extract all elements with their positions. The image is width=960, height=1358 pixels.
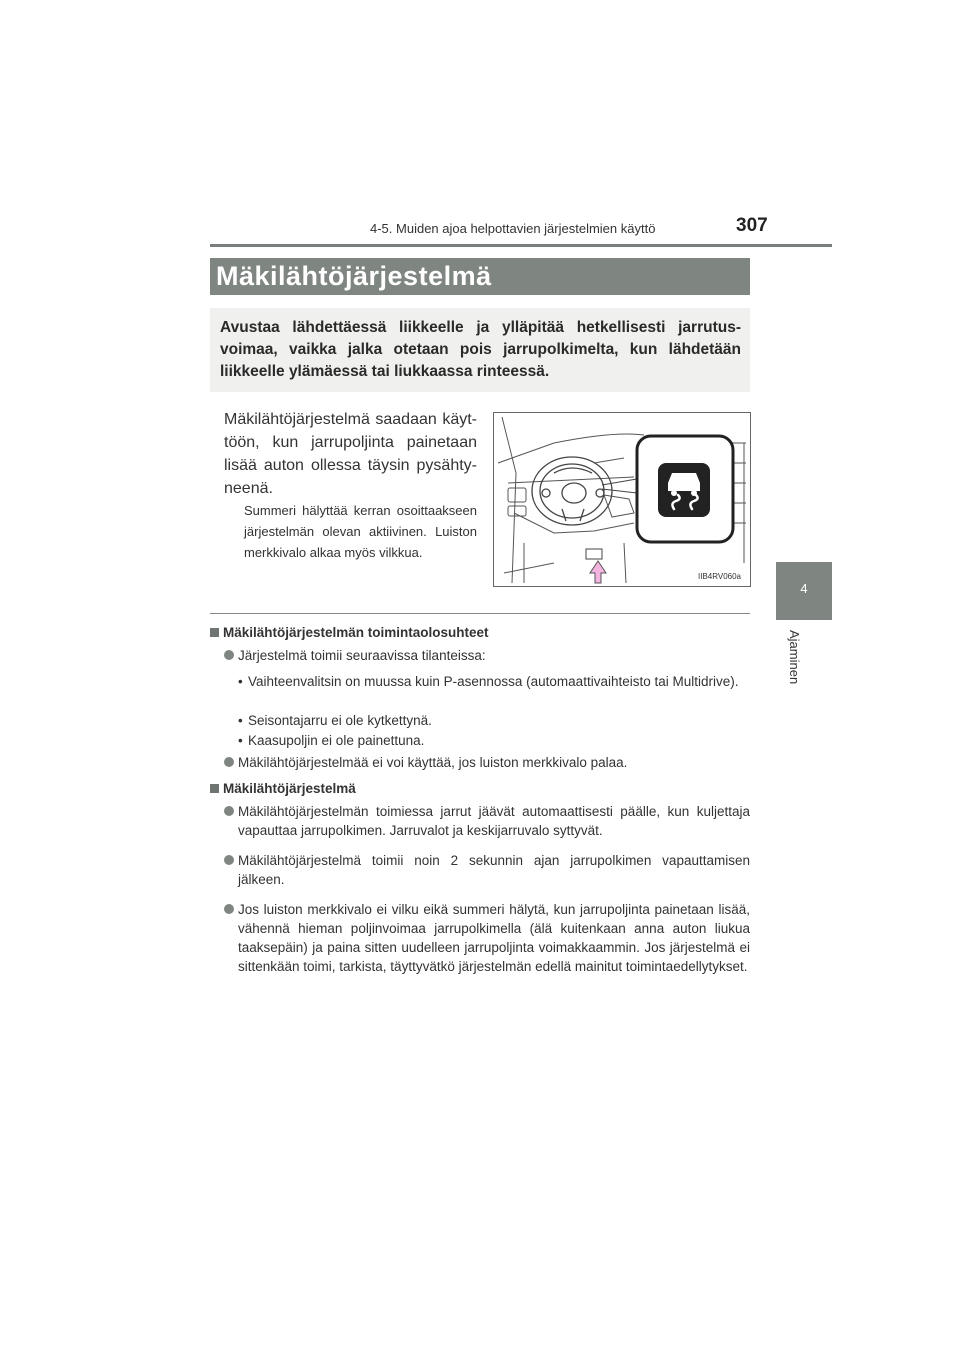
dashboard-illustration [493,412,751,587]
section-divider [210,613,750,614]
sub-list-item-text: Seisontajarru ei ole kytkettynä. [248,713,432,728]
system-heading [210,781,356,796]
list-item-text: Järjestelmä toimii seuraavissa tilanteissa: [238,648,486,663]
list-item-text: Mäkilähtöjärjestelmä toimii noin 2 sekunnin ajan jarrupolkimen vapauttamisen jälkeen. [238,853,750,887]
intro-box [210,308,750,392]
round-bullet-icon [224,806,234,816]
conditions-heading [210,625,489,640]
system-heading-text: Mäkilähtöjärjestelmä [223,781,356,796]
dashboard-drawing [494,413,750,586]
list-item-text: Mäkilähtöjärjestelmää ei voi käyttää, jos luiston merkkivalo palaa. [238,755,628,770]
activation-text: Mäkilähtöjärjestelmä saadaan käyttöön, kun jarrupoljinta painetaan lisää auton ollessa täysin pysähtyneenä. [224,411,477,497]
figure-code: IIB4RV060a [698,572,741,581]
section-title: Mäkilähtöjärjestelmä [216,261,492,291]
square-bullet-icon [210,784,219,793]
sub-list-item-text: Vaihteenvalitsin on muussa kuin P-asennossa (automaattivaihteisto tai Multidrive). [248,674,739,689]
list-item [238,646,750,665]
chapter-side-label [788,630,804,710]
sub-list-item [238,711,744,730]
section-title-bar [210,258,750,295]
list-item [238,851,750,889]
small-bullet-icon: • [238,674,243,689]
chapter-tab [776,562,832,620]
sub-list-item [238,672,744,691]
small-bullet-icon: • [238,733,243,748]
round-bullet-icon [224,650,234,660]
list-item-text: Jos luiston merkkivalo ei vilku eikä summeri hälytä, kun jarrupoljinta painetaan lisää, vähennä hieman poljinvoimaa jarrupolkimella (älä kuitenkaan anna auton liukua taaksepäin) ja paina sitten uudelleen jarrupoljinta voimakkaammin. Jos järjestelmä ei sittenkään toimi, tarkista, täyttyvätkö järjestelmän edellä mainitut toimintaedellytykset. [238,902,750,974]
activation-note: Summeri hälyttää kerran osoittaakseen järjestelmän olevan aktiivinen. Luiston merkkivalo alkaa myös vilkkua. [244,503,477,560]
list-item [238,802,750,840]
list-item-text: Mäkilähtöjärjestelmän toimiessa jarrut jäävät automaattisesti päälle, kun kuljettaja vapauttaa jarrupolkimen. Jarruvalot ja keskijarruvalo syttyvät. [238,804,750,838]
header-divider [210,244,832,247]
list-item [238,753,750,772]
page-number: 307 [736,215,768,236]
square-bullet-icon [210,628,219,637]
round-bullet-icon [224,855,234,865]
sub-list-item-text: Kaasupoljin ei ole painettuna. [248,733,425,748]
round-bullet-icon [224,757,234,767]
round-bullet-icon [224,904,234,914]
small-bullet-icon: • [238,713,243,728]
chapter-title: 4-5. Muiden ajoa helpottavien järjestelmien käyttö [370,221,656,236]
list-item [238,900,750,976]
intro-text: Avustaa lähdettäessä liikkeelle ja ylläpitää hetkellisesti jarrutusvoimaa, vaikka jalka otetaan pois jarrupolkimelta, kun lähdetään liikkeelle ylämäessä tai liukkaassa rinteessä. [220,319,741,380]
sub-list-item [238,731,744,750]
conditions-heading-text: Mäkilähtöjärjestelmän toimintaolosuhteet [223,625,489,640]
chapter-tab-number: 4 [800,581,808,596]
chapter-side-label-text: Ajaminen [787,630,802,685]
